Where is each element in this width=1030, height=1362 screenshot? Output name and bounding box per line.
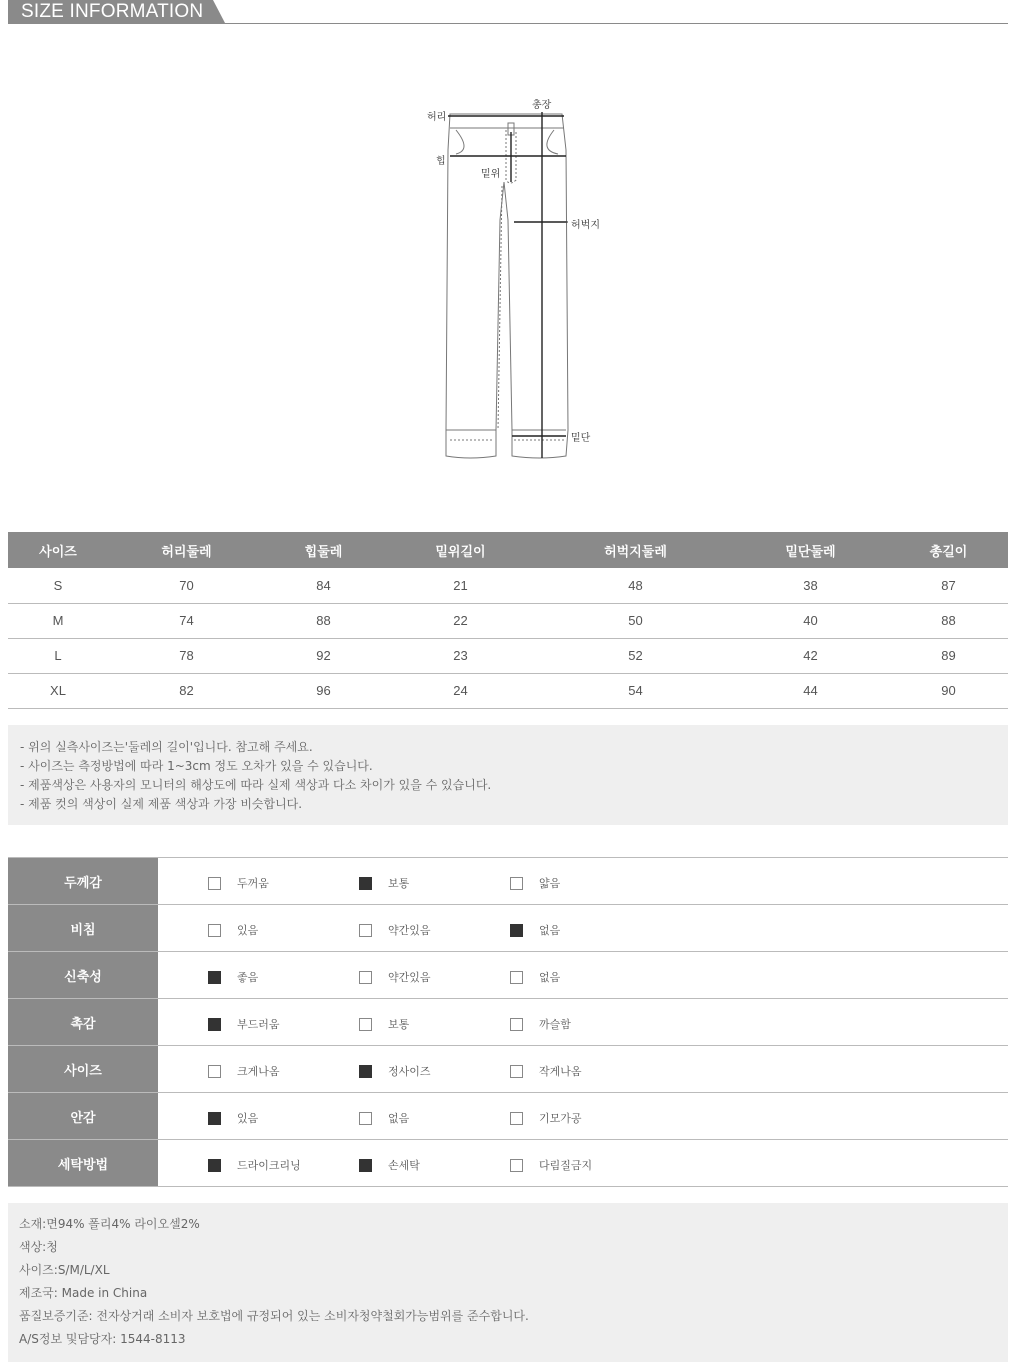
info-sizes: 사이즈:S/M/L/XL bbox=[19, 1263, 110, 1277]
table-cell: M bbox=[8, 603, 108, 638]
unchecked-box-icon bbox=[510, 971, 523, 984]
attribute-option bbox=[208, 1016, 280, 1032]
header-cell: 밑위길이 bbox=[382, 532, 539, 568]
attribute-option-label: 보통 bbox=[388, 1018, 410, 1031]
unchecked-box-icon bbox=[510, 877, 523, 890]
table-row bbox=[8, 638, 1008, 673]
info-quality-guarantee: 품질보증기준: 전자상거래 소비자 보호법에 규정되어 있는 소비자청약철회가능범위를 준수합니다. bbox=[19, 1309, 529, 1323]
attribute-option-label: 좋음 bbox=[237, 971, 259, 984]
table-cell: 87 bbox=[889, 568, 1008, 603]
table-cell: 48 bbox=[539, 568, 732, 603]
attribute-option bbox=[208, 1063, 280, 1079]
table-cell: 88 bbox=[889, 603, 1008, 638]
measurement-notes bbox=[8, 725, 1008, 825]
table-cell: 92 bbox=[265, 638, 382, 673]
attribute-option-label: 두꺼움 bbox=[237, 877, 269, 890]
table-cell: 44 bbox=[732, 673, 889, 708]
unchecked-box-icon bbox=[208, 1065, 221, 1078]
table-cell: 42 bbox=[732, 638, 889, 673]
attribute-option bbox=[510, 969, 560, 985]
pants-illustration bbox=[420, 90, 620, 470]
table-cell: 21 bbox=[382, 568, 539, 603]
attribute-option bbox=[208, 1110, 258, 1126]
checked-box-icon bbox=[208, 1018, 221, 1031]
attribute-label: 비침 bbox=[8, 905, 158, 951]
attribute-row bbox=[8, 952, 1008, 999]
attribute-option bbox=[359, 922, 431, 938]
table-cell: 82 bbox=[108, 673, 265, 708]
pants-measurement-diagram bbox=[420, 90, 620, 470]
attribute-option-label: 보통 bbox=[388, 877, 410, 890]
header-cell: 허리둘레 bbox=[108, 532, 265, 568]
attribute-label: 신축성 bbox=[8, 952, 158, 998]
header-cell: 총길이 bbox=[889, 532, 1008, 568]
unchecked-box-icon bbox=[510, 1159, 523, 1172]
attribute-row bbox=[8, 1140, 1008, 1187]
unchecked-box-icon bbox=[510, 1065, 523, 1078]
attribute-option bbox=[208, 875, 269, 891]
attribute-option-label: 크게나옴 bbox=[237, 1065, 280, 1078]
attribute-option-label: 까슬함 bbox=[539, 1018, 571, 1031]
unchecked-box-icon bbox=[359, 1112, 372, 1125]
table-cell: 24 bbox=[382, 673, 539, 708]
table-cell: 74 bbox=[108, 603, 265, 638]
attribute-option bbox=[510, 1016, 571, 1032]
info-as-contact: A/S정보 및담당자: 1544-8113 bbox=[19, 1332, 186, 1346]
checked-box-icon bbox=[359, 1159, 372, 1172]
attribute-option bbox=[510, 1063, 582, 1079]
note-line: - 제품색상은 사용자의 모니터의 해상도에 따라 실제 색상과 다소 차이가 있을 수 있습니다. bbox=[20, 778, 492, 792]
table-row bbox=[8, 673, 1008, 708]
label-hip: 힙 bbox=[436, 156, 446, 167]
table-cell: 84 bbox=[265, 568, 382, 603]
checked-box-icon bbox=[208, 1112, 221, 1125]
attribute-option-label: 약간있음 bbox=[388, 971, 431, 984]
attribute-option-label: 드라이크리닝 bbox=[237, 1159, 301, 1172]
attribute-option-label: 없음 bbox=[388, 1112, 410, 1125]
label-total-length: 총장 bbox=[532, 100, 552, 111]
label-rise: 밑위 bbox=[481, 169, 501, 180]
attribute-row bbox=[8, 1046, 1008, 1093]
table-cell: S bbox=[8, 568, 108, 603]
section-header bbox=[8, 0, 1008, 24]
note-line: - 사이즈는 측정방법에 따라 1~3cm 정도 오차가 있을 수 있습니다. bbox=[20, 759, 373, 773]
unchecked-box-icon bbox=[208, 877, 221, 890]
table-cell: 88 bbox=[265, 603, 382, 638]
unchecked-box-icon bbox=[510, 1112, 523, 1125]
info-material: 소재:면94% 폴리4% 라이오셀2% bbox=[19, 1217, 200, 1231]
table-cell: 40 bbox=[732, 603, 889, 638]
attribute-option bbox=[359, 1016, 409, 1032]
attribute-option bbox=[208, 1157, 301, 1173]
attribute-option-label: 부드러움 bbox=[237, 1018, 280, 1031]
attribute-option bbox=[359, 969, 431, 985]
checked-box-icon bbox=[359, 1065, 372, 1078]
table-cell: 50 bbox=[539, 603, 732, 638]
table-cell: 52 bbox=[539, 638, 732, 673]
product-info bbox=[8, 1203, 1008, 1362]
checked-box-icon bbox=[208, 971, 221, 984]
info-origin: 제조국: Made in China bbox=[19, 1286, 148, 1300]
unchecked-box-icon bbox=[359, 924, 372, 937]
attribute-option-label: 다림질금지 bbox=[539, 1159, 593, 1172]
attribute-option-label: 약간있음 bbox=[388, 924, 431, 937]
attribute-option-label: 있음 bbox=[237, 1112, 259, 1125]
attribute-option bbox=[359, 1063, 431, 1079]
attribute-label: 사이즈 bbox=[8, 1046, 158, 1092]
table-cell: 89 bbox=[889, 638, 1008, 673]
attribute-label: 촉감 bbox=[8, 999, 158, 1045]
size-table bbox=[8, 532, 1008, 709]
header-cell: 밑단둘레 bbox=[732, 532, 889, 568]
attribute-option-label: 없음 bbox=[539, 971, 561, 984]
attribute-option bbox=[510, 875, 560, 891]
fabric-attributes-table bbox=[8, 857, 1008, 1187]
attribute-option-label: 얇음 bbox=[539, 877, 561, 890]
section-title: SIZE INFORMATION bbox=[21, 1, 204, 22]
table-cell: 70 bbox=[108, 568, 265, 603]
table-cell: 38 bbox=[732, 568, 889, 603]
checked-box-icon bbox=[359, 877, 372, 890]
attribute-option bbox=[510, 922, 560, 938]
attribute-option-label: 손세탁 bbox=[388, 1159, 420, 1172]
note-line: - 제품 컷의 색상이 실제 제품 색상과 가장 비슷합니다. bbox=[20, 797, 303, 811]
attribute-row bbox=[8, 999, 1008, 1046]
attribute-row bbox=[8, 1093, 1008, 1140]
label-hem: 밑단 bbox=[571, 433, 591, 444]
unchecked-box-icon bbox=[510, 1018, 523, 1031]
checked-box-icon bbox=[510, 924, 523, 937]
attribute-option-label: 없음 bbox=[539, 924, 561, 937]
attribute-row bbox=[8, 905, 1008, 952]
attribute-option bbox=[359, 875, 409, 891]
attribute-option bbox=[359, 1157, 420, 1173]
table-cell: 96 bbox=[265, 673, 382, 708]
attribute-option bbox=[359, 1110, 409, 1126]
size-table-header bbox=[8, 532, 1008, 568]
label-waist: 허리 bbox=[427, 112, 447, 123]
table-row bbox=[8, 603, 1008, 638]
header-cell: 허벅지둘레 bbox=[539, 532, 732, 568]
unchecked-box-icon bbox=[359, 1018, 372, 1031]
table-cell: L bbox=[8, 638, 108, 673]
attribute-option-label: 정사이즈 bbox=[388, 1065, 431, 1078]
checked-box-icon bbox=[208, 1159, 221, 1172]
attribute-option bbox=[208, 969, 258, 985]
table-cell: 78 bbox=[108, 638, 265, 673]
attribute-label: 두께감 bbox=[8, 858, 158, 904]
unchecked-box-icon bbox=[359, 971, 372, 984]
attribute-option-label: 작게나옴 bbox=[539, 1065, 582, 1078]
label-thigh: 허벅지 bbox=[571, 220, 600, 231]
unchecked-box-icon bbox=[208, 924, 221, 937]
attribute-option-label: 있음 bbox=[237, 924, 259, 937]
header-cell: 사이즈 bbox=[8, 532, 108, 568]
attribute-row bbox=[8, 858, 1008, 905]
attribute-option bbox=[510, 1110, 582, 1126]
table-cell: 23 bbox=[382, 638, 539, 673]
table-cell: 90 bbox=[889, 673, 1008, 708]
attribute-option bbox=[510, 1157, 592, 1173]
attribute-label: 안감 bbox=[8, 1093, 158, 1139]
header-cell: 힙둘레 bbox=[265, 532, 382, 568]
table-cell: 54 bbox=[539, 673, 732, 708]
attribute-option-label: 기모가공 bbox=[539, 1112, 582, 1125]
table-row bbox=[8, 568, 1008, 603]
attribute-option bbox=[208, 922, 258, 938]
table-cell: 22 bbox=[382, 603, 539, 638]
note-line: - 위의 실측사이즈는'둘레의 길이'입니다. 참고해 주세요. bbox=[20, 740, 313, 754]
table-cell: XL bbox=[8, 673, 108, 708]
attribute-label: 세탁방법 bbox=[8, 1140, 158, 1186]
info-color: 색상:청 bbox=[19, 1240, 58, 1254]
